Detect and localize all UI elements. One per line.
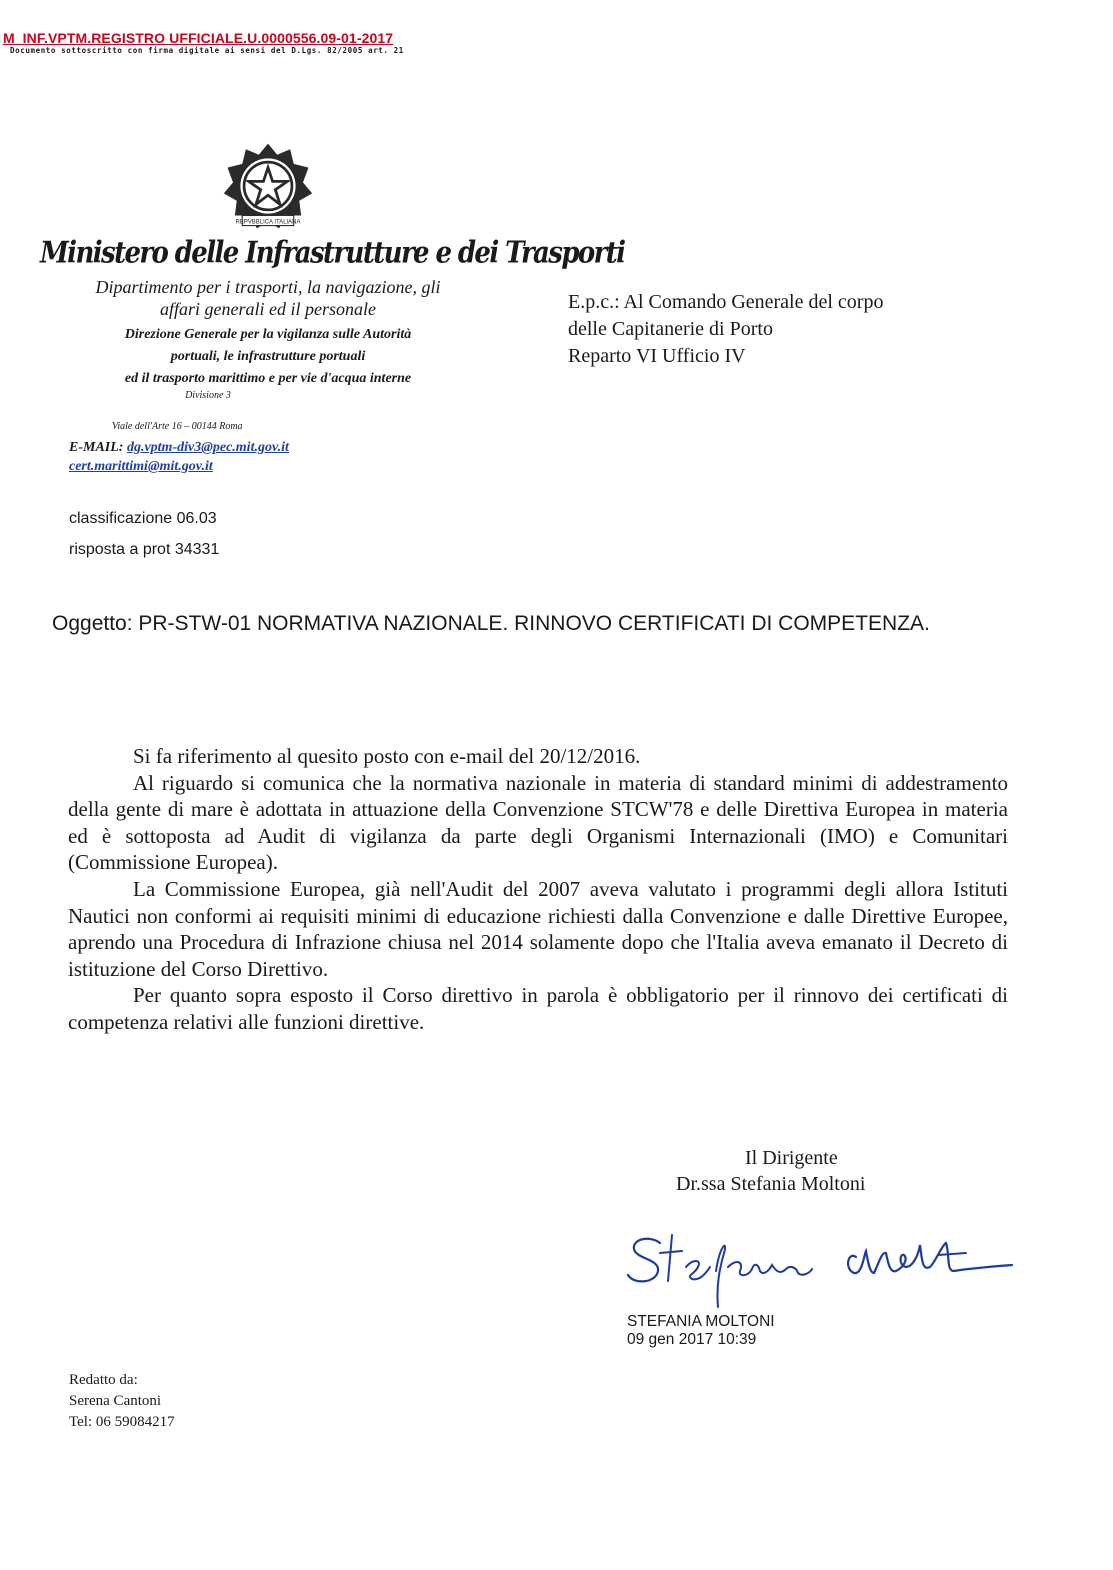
- digital-signer-block: [627, 1313, 775, 1349]
- recipient-line-2: delle Capitanerie di Porto: [568, 318, 773, 340]
- drafted-by-label: Redatto da:: [69, 1372, 138, 1388]
- email-row: [69, 440, 289, 456]
- office-address: Viale dell'Arte 16 – 00144 Roma: [112, 421, 243, 432]
- digital-signer-name: STEFANIA MOLTONI: [627, 1313, 775, 1330]
- drafted-by-name: Serena Cantoni: [69, 1393, 162, 1409]
- body-paragraph-4: Per quanto sopra esposto il Corso direttivo in parola è obbligatorio per il rinnovo dei certificati di competenza relativi alle funzioni direttive.: [68, 983, 1008, 1034]
- signer-name: Dr.ssa Stefania Moltoni: [676, 1173, 866, 1195]
- digital-signature-note: Documento sottoscritto con firma digitale ai sensi del D.Lgs. 82/2005 art. 21: [10, 46, 404, 55]
- classification: classificazione 06.03: [69, 510, 217, 527]
- signer-role: Il Dirigente: [745, 1147, 838, 1169]
- handwritten-signature: [620, 1215, 1020, 1315]
- recipient-block: [568, 289, 883, 370]
- department-line-2: affari generali ed il personale: [160, 299, 376, 319]
- drafted-by-phone: Tel: 06 59084217: [69, 1414, 175, 1430]
- italian-republic-emblem-icon: [222, 140, 314, 232]
- directorate-line-1: Direzione Generale per la vigilanza sulle Autorità: [124, 327, 412, 342]
- department: [58, 276, 478, 320]
- drafted-by-block: [69, 1370, 175, 1433]
- letter-body: [68, 743, 1008, 1036]
- registry-protocol: M_INF.VPTM.REGISTRO UFFICIALE.U.0000556.09-01-2017: [3, 30, 394, 46]
- body-paragraph-3: La Commissione Europea, già nell'Audit del 2007 aveva valutato i programmi degli allora Istituti Nautici non conformi ai requisiti minimi di educazione richiesti dalla Convenzione e dalle Direttive Europee, aprendo una Procedura di Infrazione chiusa nel 2014 solamente dopo che l'Italia aveva emanato il Decreto di istituzione del Corso Direttivo.: [68, 876, 1008, 981]
- email-primary-link[interactable]: dg.vptm-div3@pec.mit.gov.it: [126, 440, 289, 455]
- recipient-line-1: E.p.c.: Al Comando Generale del corpo: [568, 291, 884, 313]
- email-secondary-link[interactable]: cert.marittimi@mit.gov.it: [69, 459, 213, 474]
- subject-line: Oggetto: PR-STW-01 NORMATIVA NAZIONALE. RINNOVO CERTIFICATI DI COMPETENZA.: [52, 612, 930, 635]
- body-paragraph-1: Si fa riferimento al quesito posto con e-mail del 20/12/2016.: [133, 744, 641, 768]
- department-line-1: Dipartimento per i trasporti, la navigazione, gli: [95, 277, 441, 297]
- ministry-name: Ministero delle Infrastrutture e dei Trasporti: [40, 236, 625, 271]
- body-paragraph-2: Al riguardo si comunica che la normativa nazionale in materia di standard minimi di addestramento della gente di mare è adottata in attuazione della Convenzione STCW'78 e delle Direttiva Europea in materia ed è sottoposta ad Audit di vigilanza da parte degli Organismi Internazionali (IMO) e Comunitari (Commissione Europea).: [68, 770, 1008, 875]
- email-label: E-MAIL:: [69, 440, 124, 455]
- directorate: [58, 324, 478, 390]
- division: Divisione 3: [185, 390, 231, 401]
- signature-timestamp: 09 gen 2017 10:39: [627, 1331, 757, 1348]
- reply-protocol: risposta a prot 34331: [69, 541, 220, 558]
- directorate-line-3: ed il trasporto marittimo e per vie d'acqua interne: [124, 371, 412, 386]
- emblem-motto: REPVBBLICA ITALIANA: [235, 219, 301, 226]
- directorate-line-2: portuali, le infrastrutture portuali: [170, 349, 366, 364]
- recipient-line-3: Reparto VI Ufficio IV: [568, 345, 746, 367]
